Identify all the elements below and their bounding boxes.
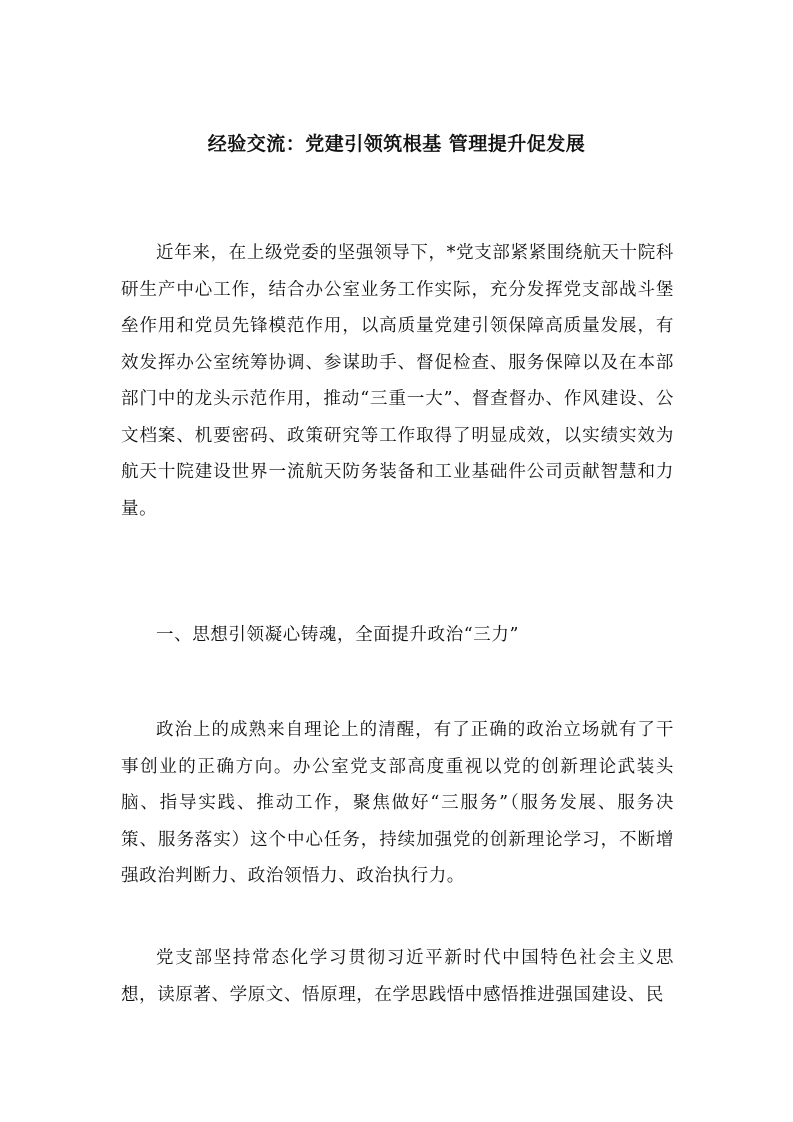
body-paragraph: 政治上的成熟来自理论上的清醒，有了正确的政治立场就有了干事创业的正确方向。办公室党支部高度重视以党的创新理论武装头脑、指导实践、推动工作，聚焦做好“三服务”（服务发展、服务决策、服务落实）这个中心任务，持续加强党的创新理论学习，不断增强政治判断力、政治领悟力、政治执行力。 (121, 720, 674, 886)
body-paragraph: 党支部坚持常态化学习贯彻习近平新时代中国特色社会主义思想，读原著、学原文、悟原理，在学思践悟中感悟推进强国建设、民 (121, 948, 674, 1005)
section-heading: 一、思想引领凝心铸魂，全面提升政治“三力” (156, 625, 519, 645)
document-title: 经验交流：党建引领筑根基 管理提升促发展 (207, 133, 586, 155)
intro-paragraph: 近年来，在上级党委的坚强领导下，*党支部紧紧围绕航天十院科研生产中心工作，结合办公室业务工作实际，充分发挥党支部战斗堡垒作用和党员先锋模范作用，以高质量党建引领保障高质量发展，有效发挥办公室统筹协调、参谋助手、督促检查、服务保障以及在本部部门中的龙头示范作用，推动“三重一大”、督查督办、作风建设、公文档案、机要密码、政策研究等工作取得了明显成效，以实绩实效为航天十院建设世界一流航天防务装备和工业基础件公司贡献智慧和力量。 (121, 243, 674, 519)
